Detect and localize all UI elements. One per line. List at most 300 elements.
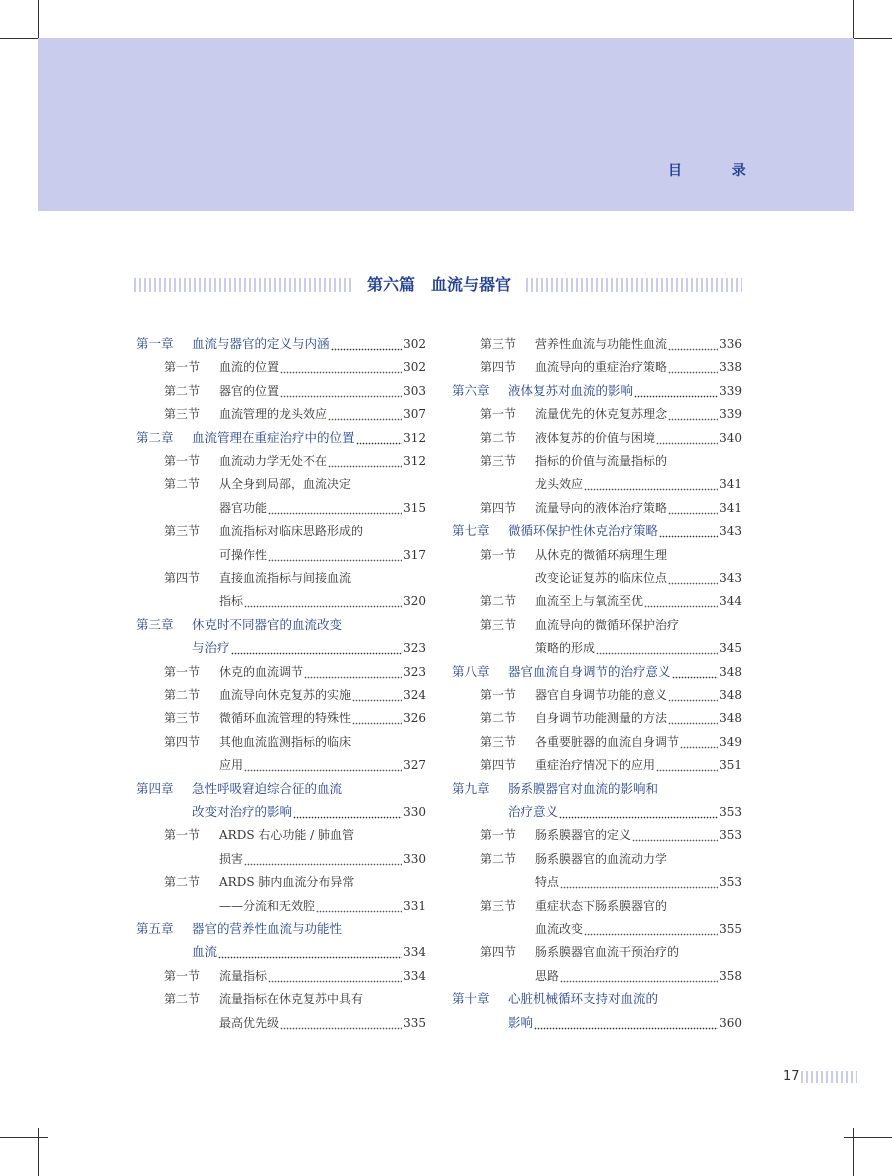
toc-page-number: 336 (719, 337, 742, 351)
toc-section-line (452, 590, 742, 612)
section-number: 第一节 (164, 968, 201, 983)
toc-page-number: 303 (403, 383, 426, 398)
toc-section-line (136, 356, 426, 378)
toc-entry-title: 损害 (219, 851, 244, 866)
toc-entry-title: 思路 (535, 968, 560, 983)
toc-entry-title: 营养性血流与功能性血流 (535, 337, 668, 351)
decorative-stripes (801, 1071, 857, 1083)
toc-chapter-line (136, 333, 426, 355)
toc-entry-text (192, 801, 426, 823)
toc-page-number: 348 (719, 688, 742, 702)
toc-page-number: 351 (719, 758, 742, 773)
toc-page-number: 348 (719, 711, 742, 726)
dot-leader (268, 965, 402, 987)
toc-entry-text (535, 614, 742, 636)
dot-leader (560, 965, 718, 987)
toc-section-line (136, 567, 426, 589)
section-number: 第三节 (164, 524, 201, 539)
toc-entry-text (219, 965, 426, 987)
dot-leader (316, 895, 402, 917)
toc-entry-title: 其他血流监测指标的临床 (219, 734, 352, 749)
dot-leader (280, 380, 402, 402)
toc-entry-title: ARDS 肺内血流分布异常 (219, 875, 355, 890)
toc-entry-text (192, 333, 426, 355)
dot-leader (356, 427, 403, 449)
toc-entry-text (535, 356, 742, 378)
toc-entry-text (508, 778, 742, 800)
toc-entry-text (219, 403, 426, 425)
toc-entry-text (192, 778, 426, 800)
section-number: 第一节 (164, 360, 201, 375)
toc-section-line (136, 684, 426, 706)
toc-entry-title: 可操作性 (219, 547, 268, 562)
toc-entry-title: 从休克的微循环病理生理 (535, 547, 668, 562)
toc-page-number: 341 (719, 500, 742, 515)
toc-section-line (452, 871, 742, 893)
toc-entry-text (192, 941, 426, 963)
toc-entry-title: 肠系膜器官对血流的影响和 (508, 780, 659, 796)
toc-entry-title: 重症治疗情况下的应用 (535, 758, 656, 773)
toc-entry-text (535, 544, 742, 566)
toc-entry-text (535, 941, 742, 963)
toc-section-line (452, 731, 742, 753)
section-number: 第二节 (480, 851, 517, 866)
dot-leader (534, 1012, 718, 1034)
toc-chapter-line (136, 637, 426, 659)
toc-entry-text (219, 824, 426, 846)
dot-leader (293, 801, 402, 823)
toc-entry-title: 策略的形成 (535, 641, 596, 656)
toc-entry-text (219, 590, 426, 612)
toc-entry-title: 休克时不同器官的血流改变 (192, 616, 343, 632)
chapter-number: 第十章 (452, 991, 490, 1007)
toc-entry-title: 流量优先的休克复苏理念 (535, 407, 668, 422)
toc-page-number: 302 (403, 360, 426, 375)
toc-page-number: 324 (403, 688, 426, 702)
section-number: 第一节 (480, 688, 517, 702)
toc-section-line (136, 731, 426, 753)
dot-leader (244, 848, 402, 870)
page-title-char: 录 (731, 163, 746, 179)
toc-section-line (136, 544, 426, 566)
toc-chapter-line (452, 520, 742, 542)
toc-entry-text (219, 988, 426, 1010)
toc-page-number: 358 (719, 968, 742, 983)
toc-entry-text (219, 497, 426, 519)
chapter-number: 第七章 (452, 523, 490, 539)
toc-entry-title: 血流导向休克复苏的实施 (219, 688, 352, 702)
toc-section-line (136, 403, 426, 425)
toc-page-number: 334 (403, 968, 426, 983)
toc-entry-title: 血流指标对临床思路形成的 (219, 524, 364, 539)
decorative-stripes (134, 278, 352, 292)
toc-entry-title: 应用 (219, 758, 244, 773)
toc-section-line (136, 450, 426, 472)
section-number: 第三节 (164, 711, 201, 726)
toc-entry-text (219, 848, 426, 870)
dot-leader (328, 450, 402, 472)
toc-entry-text (192, 918, 426, 940)
toc-entry-text (219, 1012, 426, 1034)
dot-leader (559, 801, 718, 823)
toc-entry-text (535, 965, 742, 987)
toc-chapter-line (452, 380, 742, 402)
section-number: 第三节 (164, 407, 201, 422)
toc-entry-title: 器官功能 (219, 500, 268, 515)
toc-section-line (136, 965, 426, 987)
toc-page-number: 323 (403, 664, 426, 679)
toc-entry-title: 与治疗 (192, 640, 230, 656)
toc-entry-text (535, 450, 742, 472)
toc-entry-title: 重症状态下肠系膜器官的 (535, 898, 668, 913)
section-number: 第一节 (164, 664, 201, 679)
section-number: 第一节 (480, 828, 517, 843)
toc-section-line (452, 707, 742, 729)
dot-leader (632, 824, 718, 846)
toc-section-line (452, 450, 742, 472)
toc-entry-text (535, 707, 742, 729)
toc-section-line (452, 848, 742, 870)
toc-entry-title: 指标的价值与流量指标的 (535, 454, 668, 468)
section-number: 第二节 (164, 875, 201, 890)
toc-entry-text (535, 497, 742, 519)
toc-chapter-line (452, 801, 742, 823)
dot-leader (244, 754, 402, 776)
toc-entry-text (508, 988, 742, 1010)
section-number: 第四节 (480, 758, 517, 773)
toc-section-line (452, 637, 742, 659)
dot-leader (584, 473, 718, 495)
toc-section-line (452, 333, 742, 355)
toc-section-line (452, 754, 742, 776)
toc-entry-text (192, 614, 426, 636)
toc-page-number: 315 (403, 500, 426, 515)
toc-entry-title: 龙头效应 (535, 477, 584, 492)
section-number: 第一节 (480, 547, 517, 562)
toc-entry-title: 血流动力学无处不在 (219, 454, 328, 468)
chapter-number: 第二章 (136, 429, 174, 445)
toc-entry-text (508, 801, 742, 823)
toc-entry-title: 血流 (192, 944, 218, 960)
toc-page-number: 326 (403, 711, 426, 726)
page-title-char: 目 (668, 163, 682, 179)
section-number: 第二节 (480, 711, 517, 726)
dot-leader (352, 684, 402, 706)
toc-entry-text (219, 544, 426, 566)
toc-entry-text (219, 356, 426, 378)
toc-page-number: 340 (719, 430, 742, 445)
section-number: 第四节 (480, 500, 517, 515)
toc-entry-title: 最高优先级 (219, 1015, 280, 1030)
toc-section-line (452, 824, 742, 846)
chapter-number: 第八章 (452, 663, 490, 679)
toc-entry-text (219, 684, 426, 706)
toc-entry-title: 器官自身调节功能的意义 (535, 688, 668, 702)
toc-chapter-line (136, 918, 426, 940)
toc-entry-title: 指标 (219, 594, 244, 609)
toc-page-number: 302 (403, 337, 426, 351)
toc-entry-text (535, 731, 742, 753)
dot-leader (668, 684, 718, 706)
dot-leader (268, 497, 402, 519)
toc-page-number: 339 (719, 407, 742, 422)
crop-mark (844, 1137, 892, 1138)
toc-page-number: 341 (719, 477, 742, 492)
dot-leader (331, 333, 403, 355)
toc-entry-text (535, 333, 742, 355)
toc-entry-title: 流量导向的液体治疗策略 (535, 500, 668, 515)
toc-page-number: 348 (719, 664, 742, 679)
dot-leader (668, 356, 718, 378)
toc-entry-title: 改变对治疗的影响 (192, 804, 293, 819)
dot-leader (218, 941, 402, 963)
toc-entry-text (508, 380, 742, 402)
toc-page-number: 330 (403, 851, 426, 866)
dot-leader (596, 637, 718, 659)
toc-page-number: 320 (403, 594, 426, 609)
toc-entry-text (219, 520, 426, 542)
section-number: 第二节 (164, 992, 201, 1007)
toc-section-line (136, 988, 426, 1010)
toc-entry-text (508, 520, 742, 542)
toc-section-line (136, 590, 426, 612)
toc-chapter-line (452, 988, 742, 1010)
dot-leader (231, 637, 403, 659)
toc-page-number: 349 (719, 734, 742, 749)
section-number: 第三节 (480, 617, 517, 632)
toc-section-line (136, 520, 426, 542)
section-number: 第一节 (480, 407, 517, 422)
chapter-number: 第六章 (452, 382, 490, 398)
toc-entry-title: 液体复苏对血流的影响 (508, 382, 634, 398)
toc-section-line (452, 427, 742, 449)
toc-page-number: 334 (403, 945, 426, 960)
toc-chapter-line (136, 801, 426, 823)
toc-page-number: 343 (719, 571, 742, 585)
dot-leader (634, 380, 718, 402)
toc-page-number: 344 (719, 594, 742, 609)
toc-section-line (452, 567, 742, 589)
section-number: 第二节 (164, 688, 201, 702)
toc-page-number: 353 (719, 805, 742, 819)
dot-leader (280, 1012, 402, 1034)
toc-entry-text (535, 473, 742, 495)
toc-entry-title: 急性呼吸窘迫综合征的血流 (192, 780, 343, 796)
dot-leader (352, 707, 402, 729)
toc-section-line (452, 941, 742, 963)
dot-leader (668, 333, 718, 355)
toc-entry-title: 治疗意义 (508, 804, 559, 819)
toc-section-line (452, 614, 742, 636)
toc-page-number: 335 (403, 1015, 426, 1030)
toc-section-line (136, 473, 426, 495)
toc-entry-title: 休克的血流调节 (219, 664, 304, 679)
toc-entry-title: 影响 (508, 1014, 534, 1030)
toc-entry-title: 血流导向的微循环保护治疗 (535, 617, 680, 632)
toc-entry-title: ——分流和无效腔 (219, 898, 316, 913)
toc-entry-text (219, 567, 426, 589)
toc-chapter-line (136, 941, 426, 963)
crop-mark (38, 1128, 39, 1176)
toc-entry-text (508, 661, 742, 683)
dot-leader (659, 520, 718, 542)
toc-entry-text (508, 1012, 742, 1034)
toc-page-number: 360 (719, 1015, 742, 1030)
part-title: 第六篇 血流与器官 (366, 275, 511, 294)
dot-leader (668, 567, 718, 589)
toc-entry-title: 器官的营养性血流与功能性 (192, 921, 343, 936)
toc-page-number: 353 (719, 875, 742, 890)
toc-entry-title: 血流改变 (535, 922, 584, 936)
toc-entry-text (219, 871, 426, 893)
section-number: 第四节 (480, 360, 517, 375)
toc-entry-title: 自身调节功能测量的方法 (535, 711, 668, 726)
toc-entry-text (535, 567, 742, 589)
toc-entry-title: 器官的位置 (219, 383, 280, 398)
header-banner (38, 38, 854, 211)
toc-entry-title: 直接血流指标与间接血流 (219, 571, 352, 585)
toc-page-number: 327 (403, 758, 426, 773)
toc-entry-title: 微循环血流管理的特殊性 (219, 711, 352, 726)
toc-section-line (136, 661, 426, 683)
section-number: 第四节 (480, 945, 517, 960)
toc-entry-title: 肠系膜器官的定义 (535, 828, 632, 843)
chapter-number: 第九章 (452, 780, 490, 796)
toc-entry-title: 血流的位置 (219, 360, 280, 375)
dot-leader (328, 403, 402, 425)
toc-section-line (136, 824, 426, 846)
section-number: 第一节 (164, 828, 201, 843)
toc-entry-text (535, 684, 742, 706)
toc-section-line (136, 871, 426, 893)
dot-leader (584, 918, 718, 940)
toc-section-line (136, 1012, 426, 1034)
section-number: 第二节 (164, 477, 201, 492)
toc-section-line (452, 473, 742, 495)
toc-page-number: 338 (719, 360, 742, 375)
toc-entry-title: 器官血流自身调节的治疗意义 (508, 663, 671, 679)
crop-mark (853, 1128, 854, 1176)
dot-leader (268, 544, 402, 566)
toc-section-line (452, 544, 742, 566)
toc-entry-text (535, 590, 742, 612)
dot-leader (304, 661, 402, 683)
toc-section-line (136, 707, 426, 729)
toc-page-number: 355 (719, 922, 742, 936)
toc-entry-text (535, 754, 742, 776)
toc-entry-title: 血流导向的重症治疗策略 (535, 360, 668, 375)
dot-leader (668, 403, 718, 425)
dot-leader (656, 754, 718, 776)
toc-page-number: 343 (719, 524, 742, 539)
dot-leader (680, 731, 718, 753)
section-number: 第一节 (164, 454, 201, 468)
section-number: 第四节 (164, 734, 201, 749)
toc-chapter-line (452, 661, 742, 683)
toc-entry-text (219, 661, 426, 683)
toc-page-number: 339 (719, 383, 742, 398)
toc-entry-text (219, 380, 426, 402)
toc-entry-text (219, 754, 426, 776)
chapter-number: 第三章 (136, 616, 174, 632)
toc-entry-text (219, 895, 426, 917)
toc-chapter-line (136, 427, 426, 449)
toc-entry-title: 各重要脏器的血流自身调节 (535, 734, 680, 749)
page-number: 17 (783, 1069, 800, 1084)
toc-section-line (452, 895, 742, 917)
toc-page-number: 345 (719, 641, 742, 656)
section-number: 第三节 (480, 898, 517, 913)
toc-section-line (136, 895, 426, 917)
dot-leader (672, 661, 719, 683)
chapter-number: 第五章 (136, 921, 174, 936)
section-number: 第四节 (164, 571, 201, 585)
toc-entry-title: 血流至上与氧流至优 (535, 594, 644, 609)
toc-entry-title: 改变论证复苏的临床位点 (535, 571, 668, 585)
toc-section-line (136, 754, 426, 776)
toc-entry-title: 流量指标 (219, 968, 268, 983)
toc-entry-title: 流量指标在休克复苏中具有 (219, 992, 364, 1007)
toc-page-number: 331 (403, 898, 426, 913)
toc-section-line (452, 965, 742, 987)
toc-entry-title: 特点 (535, 875, 560, 890)
toc-chapter-line (452, 1012, 742, 1034)
toc-page-number: 317 (403, 547, 426, 562)
toc-entry-text (535, 427, 742, 449)
section-number: 第三节 (480, 454, 517, 468)
toc-page-number: 312 (403, 454, 426, 468)
toc-section-line (452, 497, 742, 519)
toc-entry-title: 肠系膜器官血流干预治疗的 (535, 945, 680, 960)
toc-entry-text (535, 918, 742, 940)
toc-entry-text (535, 403, 742, 425)
toc-section-line (136, 497, 426, 519)
toc-page-number: 312 (403, 430, 426, 445)
dot-leader (244, 590, 402, 612)
page-title (668, 160, 746, 180)
chapter-number: 第一章 (136, 336, 174, 351)
toc-chapter-line (452, 778, 742, 800)
toc-entry-title: 血流与器官的定义与内涵 (192, 336, 330, 351)
dot-leader (644, 590, 718, 612)
dot-leader (560, 871, 718, 893)
chapter-number: 第四章 (136, 780, 174, 796)
dot-leader (280, 356, 402, 378)
toc-section-line (452, 684, 742, 706)
toc-entry-title: 血流管理在重症治疗中的位置 (192, 429, 355, 445)
toc-page-number: 353 (719, 828, 742, 843)
toc-entry-text (219, 707, 426, 729)
toc-entry-title: 微循环保护性休克治疗策略 (508, 523, 659, 539)
toc-page-number: 307 (403, 407, 426, 422)
dot-leader (668, 707, 718, 729)
part-heading (134, 273, 742, 297)
toc-entry-text (535, 871, 742, 893)
toc-entry-text (535, 848, 742, 870)
decorative-stripes (526, 278, 742, 292)
toc-chapter-line (136, 778, 426, 800)
toc-entry-text (192, 637, 426, 659)
toc-entry-text (535, 895, 742, 917)
toc-page-number: 323 (403, 641, 426, 656)
dot-leader (668, 497, 718, 519)
crop-mark (0, 1137, 48, 1138)
toc-entry-title: 心脏机械循环支持对血流的 (508, 991, 659, 1007)
toc-entry-text (535, 637, 742, 659)
section-number: 第三节 (480, 734, 517, 749)
toc-entry-text (219, 731, 426, 753)
toc-section-line (136, 848, 426, 870)
